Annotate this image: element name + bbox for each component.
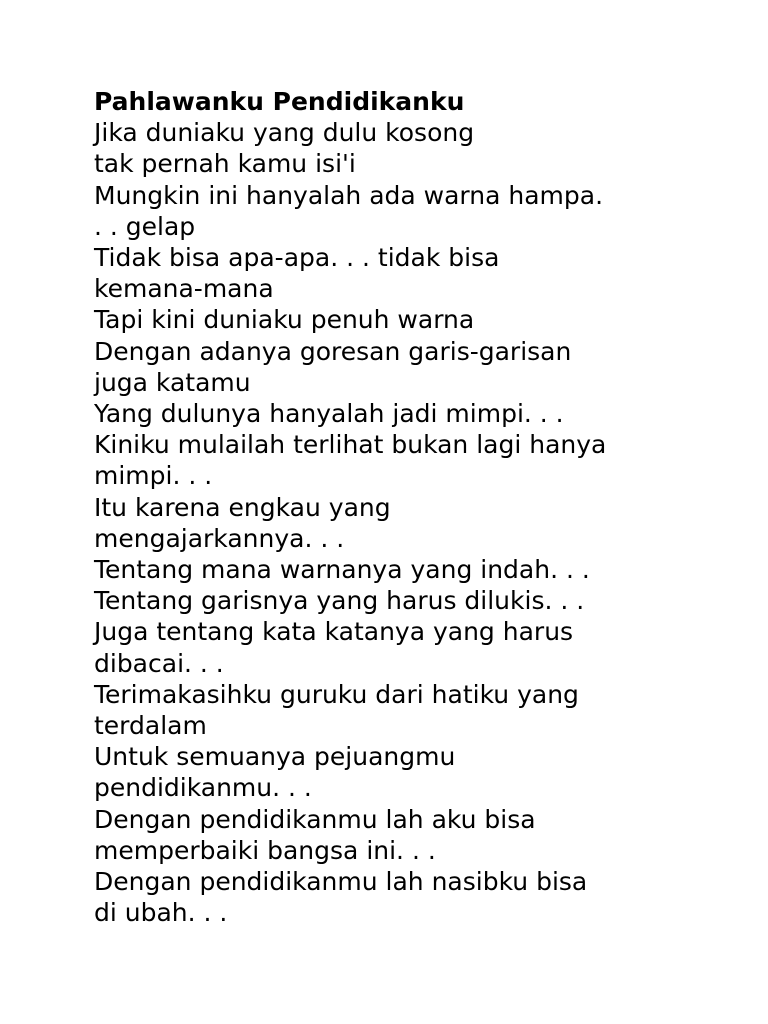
- poem-line: mengajarkannya. . .: [94, 523, 345, 553]
- poem-line: tak pernah kamu isi'i: [94, 149, 356, 179]
- poem-line: terdalam: [94, 711, 207, 741]
- poem-line: memperbaiki bangsa ini. . .: [94, 835, 436, 865]
- poem-line: Dengan pendidikanmu lah aku bisa: [94, 804, 536, 834]
- poem-line: Dengan pendidikanmu lah nasibku bisa: [94, 867, 588, 897]
- poem-line: Yang dulunya hanyalah jadi mimpi. . .: [94, 399, 564, 429]
- poem-line: Juga tentang kata katanya yang harus: [94, 617, 574, 647]
- poem-line: dibacai. . .: [94, 648, 224, 678]
- poem-line: di ubah. . .: [94, 898, 228, 928]
- poem-body: [94, 86, 734, 928]
- poem-line: mimpi. . .: [94, 461, 213, 491]
- poem-line: Tentang mana warnanya yang indah. . .: [94, 555, 590, 585]
- poem-title: Pahlawanku Pendidikanku: [94, 87, 465, 116]
- poem-line: Jika duniaku yang dulu kosong: [94, 118, 475, 148]
- poem-line: Tidak bisa apa-apa. . . tidak bisa: [94, 243, 500, 273]
- poem-line: Untuk semuanya pejuangmu: [94, 742, 456, 772]
- poem-line: Mungkin ini hanyalah ada warna hampa.: [94, 180, 604, 210]
- poem-line: Dengan adanya goresan garis-garisan: [94, 336, 572, 366]
- poem-line: pendidikanmu. . .: [94, 773, 312, 803]
- poem-line: kemana-mana: [94, 274, 274, 304]
- poem-line: Itu karena engkau yang: [94, 492, 391, 522]
- poem-line: . . gelap: [94, 211, 196, 241]
- poem-line: Terimakasihku guruku dari hatiku yang: [94, 679, 579, 709]
- poem-line: juga katamu: [94, 367, 251, 397]
- poem-line: Tentang garisnya yang harus dilukis. . .: [94, 586, 585, 616]
- poem-line: Kiniku mulailah terlihat bukan lagi hanya: [94, 430, 607, 460]
- poem-line: Tapi kini duniaku penuh warna: [94, 305, 475, 335]
